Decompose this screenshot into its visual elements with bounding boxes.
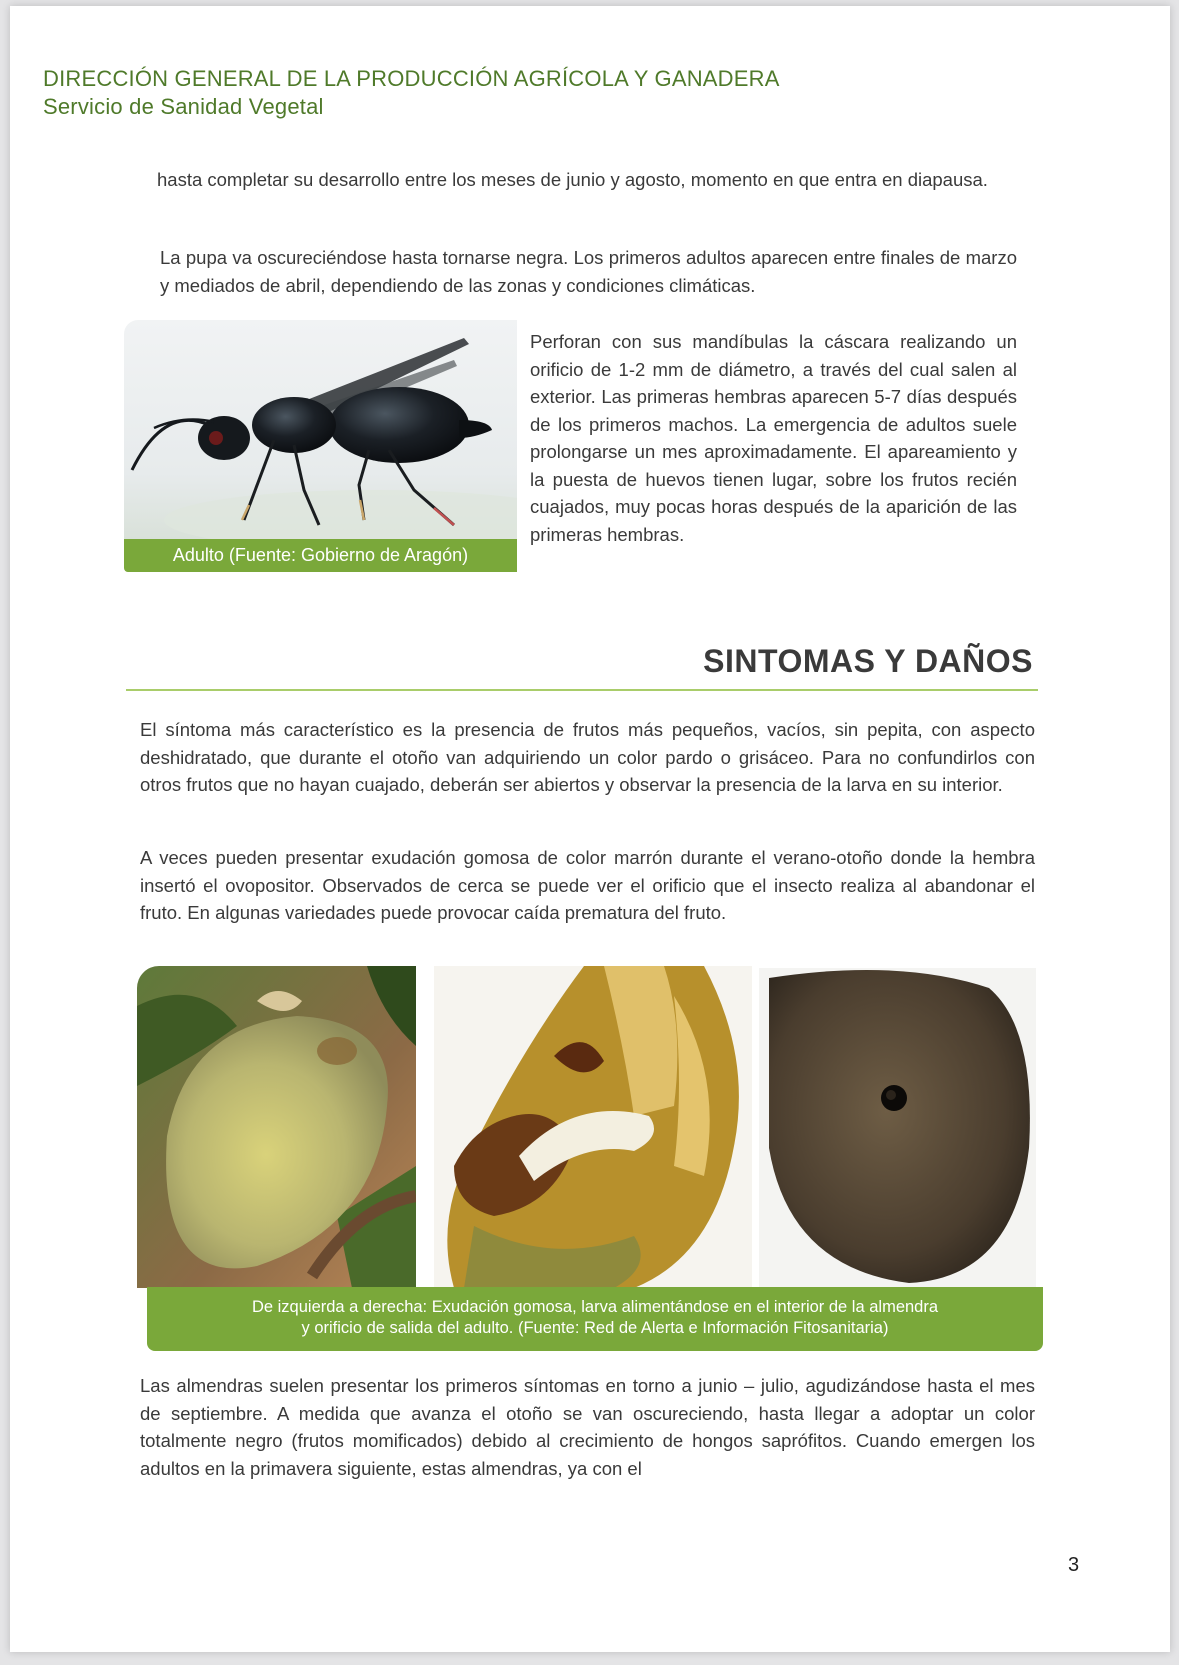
header-organization: DIRECCIÓN GENERAL DE LA PRODUCCIÓN AGRÍCOLA Y GANADERA xyxy=(43,66,780,91)
adult-photo-caption: Adulto (Fuente: Gobierno de Aragón) xyxy=(124,539,517,572)
document-page xyxy=(10,6,1170,1652)
paragraph-emergence: Perforan con sus mandíbulas la cáscara realizando un orificio de 1-2 mm de diámetro, a través del cual salen al exterior. Las primeras hembras aparecen 5-7 días después de los primeros machos. La emergencia de adultos suele prolongarse un mes aproximadamente. El apareamiento y la puesta de huevos tienen lugar, sobre los frutos recién cuajados, muy pocas horas después de la aparición de las primeras hembras. xyxy=(530,331,1017,545)
paragraph-larva-development: hasta completar su desarrollo entre los meses de junio y agosto, momento en que entra en diapausa. xyxy=(157,169,988,190)
paragraph-pupa: La pupa va oscureciéndose hasta tornarse negra. Los primeros adultos aparecen entre finales de marzo y mediados de abril, dependiendo de las zonas y condiciones climáticas. xyxy=(160,247,1017,296)
damage-caption-line-2: y orificio de salida del adulto. (Fuente: Red de Alerta e Información Fitosanitaria) xyxy=(301,1319,889,1337)
damage-caption-line-1: De izquierda a derecha: Exudación gomosa, larva alimentándose en el interior de la almendra xyxy=(251,1298,939,1316)
damage-photos-caption xyxy=(147,1287,1043,1351)
almond-exudation-illustration xyxy=(137,966,416,1288)
page-number: 3 xyxy=(1068,1554,1080,1576)
header-service: Servicio de Sanidad Vegetal xyxy=(43,94,324,119)
larva-illustration xyxy=(434,966,752,1288)
wasp-illustration xyxy=(124,320,517,539)
section-divider xyxy=(126,689,1038,691)
paragraph-mummified-fruits: Las almendras suelen presentar los primeros síntomas en torno a junio – julio, agudizándose hasta el mes de septiembre. A medida que avanza el otoño se van oscureciendo, hasta llegar a adoptar un color totalmente negro (frutos momificados) debido al crecimiento de hongos saprófitos. Cuando emergen los adultos en la primavera siguiente, estas almendras, ya con el xyxy=(140,1375,1035,1479)
paragraph-symptoms: El síntoma más característico es la presencia de frutos más pequeños, vacíos, sin pepita, con aspecto deshidratado, que durante el otoño van adquiriendo un color pardo o grisáceo. Para no confundirlos con otros frutos que no hayan cuajado, deberán ser abiertos y observar la presencia de la larva en su interior. xyxy=(140,719,1035,795)
section-title: SINTOMAS Y DAÑOS xyxy=(703,643,1033,679)
photo-exit-hole xyxy=(759,968,1036,1288)
paragraph-exudation: A veces pueden presentar exudación gomosa de color marrón durante el verano-otoño donde la hembra insertó el ovopositor. Observados de cerca se puede ver el orificio que el insecto realiza al abandonar el fruto. En algunas variedades puede provocar caída prematura del fruto. xyxy=(140,847,1035,923)
exit-hole-illustration xyxy=(759,968,1036,1288)
adult-wasp-photo xyxy=(124,320,517,539)
photo-larva-inside-almond xyxy=(434,966,752,1288)
photo-gummy-exudation xyxy=(137,966,416,1288)
